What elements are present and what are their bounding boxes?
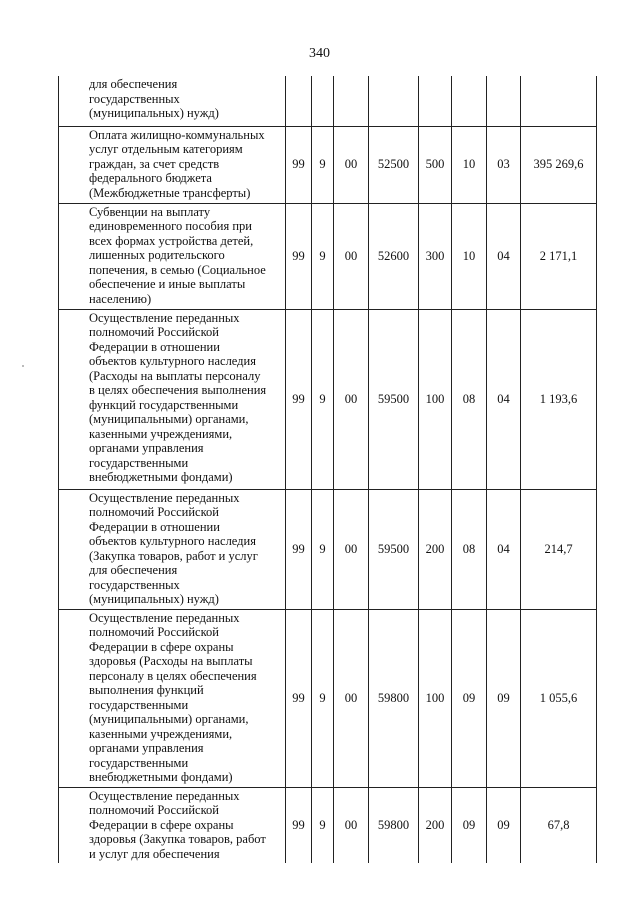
vr-code-cell xyxy=(419,76,452,126)
subsection-code-cell xyxy=(487,76,521,126)
subprogram-code-cell: 9 xyxy=(312,609,334,787)
subprogram-code-cell: 9 xyxy=(312,309,334,489)
vr-code-cell: 200 xyxy=(419,489,452,609)
direction-code-cell: 00 xyxy=(334,203,369,309)
table-row xyxy=(59,76,597,126)
table-row xyxy=(59,489,597,609)
direction-code-cell: 00 xyxy=(334,309,369,489)
direction-code-cell: 00 xyxy=(334,126,369,203)
section-code-cell: 08 xyxy=(452,489,487,609)
scan-speck xyxy=(22,365,24,367)
section-code-cell: 10 xyxy=(452,203,487,309)
subsection-code-cell: 04 xyxy=(487,203,521,309)
program-code-cell xyxy=(286,76,312,126)
amount-cell: 1 193,6 xyxy=(521,309,597,489)
table-row xyxy=(59,609,597,787)
amount-cell: 67,8 xyxy=(521,787,597,863)
subprogram-code-cell: 9 xyxy=(312,203,334,309)
vr-code-cell: 200 xyxy=(419,787,452,863)
table-row xyxy=(59,787,597,863)
section-code-cell: 10 xyxy=(452,126,487,203)
expense-description: Осуществление переданных полномочий Российской Федерации в сфере охраны здоровья (Закупка товаров, работ и услуг для обеспечения xyxy=(59,787,286,863)
direction-code-cell xyxy=(334,76,369,126)
expense-description: для обеспечения государственных (муниципальных) нужд) xyxy=(59,76,286,126)
subsection-code-cell: 09 xyxy=(487,609,521,787)
section-code-cell: 09 xyxy=(452,787,487,863)
expense-code-cell: 59500 xyxy=(369,489,419,609)
expense-code-cell: 52500 xyxy=(369,126,419,203)
expense-description: Осуществление переданных полномочий Российской Федерации в сфере охраны здоровья (Расходы на выплаты персоналу в целях обеспечения выполнения функций государственными (муниципальными) органами, казенными учреждениями, органами управления государственными внебюджетными фондами) xyxy=(59,609,286,787)
amount-cell: 2 171,1 xyxy=(521,203,597,309)
section-code-cell: 08 xyxy=(452,309,487,489)
expense-code-cell: 52600 xyxy=(369,203,419,309)
direction-code-cell: 00 xyxy=(334,489,369,609)
subsection-code-cell: 03 xyxy=(487,126,521,203)
amount-cell: 395 269,6 xyxy=(521,126,597,203)
amount-cell xyxy=(521,76,597,126)
subprogram-code-cell: 9 xyxy=(312,489,334,609)
subprogram-code-cell xyxy=(312,76,334,126)
program-code-cell: 99 xyxy=(286,309,312,489)
vr-code-cell: 300 xyxy=(419,203,452,309)
table-row xyxy=(59,126,597,203)
program-code-cell: 99 xyxy=(286,203,312,309)
table-row xyxy=(59,309,597,489)
expense-description: Оплата жилищно-коммунальных услуг отдельным категориям граждан, за счет средств федерального бюджета (Межбюджетные трансферты) xyxy=(59,126,286,203)
direction-code-cell: 00 xyxy=(334,787,369,863)
program-code-cell: 99 xyxy=(286,787,312,863)
expense-code-cell: 59800 xyxy=(369,609,419,787)
subsection-code-cell: 09 xyxy=(487,787,521,863)
section-code-cell xyxy=(452,76,487,126)
subprogram-code-cell: 9 xyxy=(312,787,334,863)
budget-table xyxy=(58,76,597,863)
vr-code-cell: 100 xyxy=(419,309,452,489)
direction-code-cell: 00 xyxy=(334,609,369,787)
expense-code-cell xyxy=(369,76,419,126)
subsection-code-cell: 04 xyxy=(487,489,521,609)
expense-description: Осуществление переданных полномочий Российской Федерации в отношении объектов культурного наследия (Закупка товаров, работ и услуг для обеспечения государственных (муниципальных) нужд) xyxy=(59,489,286,609)
table-row xyxy=(59,203,597,309)
program-code-cell: 99 xyxy=(286,126,312,203)
subprogram-code-cell: 9 xyxy=(312,126,334,203)
expense-code-cell: 59800 xyxy=(369,787,419,863)
expense-description: Субвенции на выплату единовременного пособия при всех формах устройства детей, лишенных родительского попечения, в семью (Социальное обеспечение и иные выплаты населению) xyxy=(59,203,286,309)
page-number: 340 xyxy=(309,46,330,61)
expense-code-cell: 59500 xyxy=(369,309,419,489)
vr-code-cell: 100 xyxy=(419,609,452,787)
amount-cell: 1 055,6 xyxy=(521,609,597,787)
subsection-code-cell: 04 xyxy=(487,309,521,489)
section-code-cell: 09 xyxy=(452,609,487,787)
vr-code-cell: 500 xyxy=(419,126,452,203)
program-code-cell: 99 xyxy=(286,489,312,609)
program-code-cell: 99 xyxy=(286,609,312,787)
expense-description: Осуществление переданных полномочий Российской Федерации в отношении объектов культурного наследия (Расходы на выплаты персоналу в целях обеспечения выполнения функций государственными (муниципальными) органами, казенными учреждениями, органами управления государственными внебюджетными фондами) xyxy=(59,309,286,489)
amount-cell: 214,7 xyxy=(521,489,597,609)
budget-table-body xyxy=(59,76,597,863)
